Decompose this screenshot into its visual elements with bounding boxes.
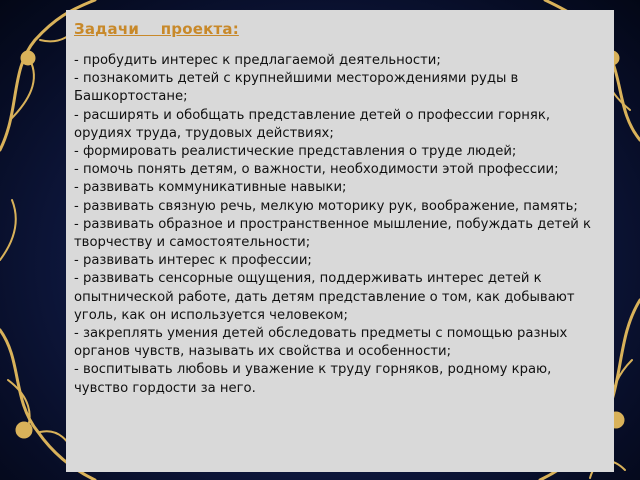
task-item: - пробудить интерес к предлагаемой деятельности; <box>74 53 441 68</box>
task-item: - закреплять умения детей обследовать предметы с помощью разных органов чувств, называть их свойства и особенности; <box>74 326 568 360</box>
task-item: - развивать коммуникативные навыки; <box>74 180 347 196</box>
content-area <box>74 20 608 398</box>
task-item: - воспитывать любовь и уважение к труду горняков, родному краю, чувство гордости за него. <box>74 362 552 396</box>
task-item: - развивать связную речь, мелкую моторику рук, воображение, память; <box>74 198 578 214</box>
task-item: - познакомить детей с крупнейшими месторождениями руды в Башкортостане; <box>74 71 519 105</box>
task-item: - развивать интерес к профессии; <box>74 253 312 269</box>
task-list <box>74 52 608 398</box>
task-item: - формировать реалистические представления о труде людей; <box>74 144 517 160</box>
slide-title: Задачи проекта: <box>74 20 239 38</box>
task-item: - развивать образное и пространственное мышление, побуждать детей к творчеству и самостоятельности; <box>74 216 591 251</box>
content-panel <box>66 10 614 472</box>
task-item: - расширять и обобщать представление детей о профессии горняк, орудиях труда, трудовых действиях; <box>74 107 551 141</box>
task-item: - развивать сенсорные ощущения, поддерживать интерес детей к опытнической работе, дать детям представление о том, как добывают уголь, как он используется человеком; <box>74 271 575 323</box>
task-item: - помочь понять детям, о важности, необходимости этой профессии; <box>74 162 559 178</box>
